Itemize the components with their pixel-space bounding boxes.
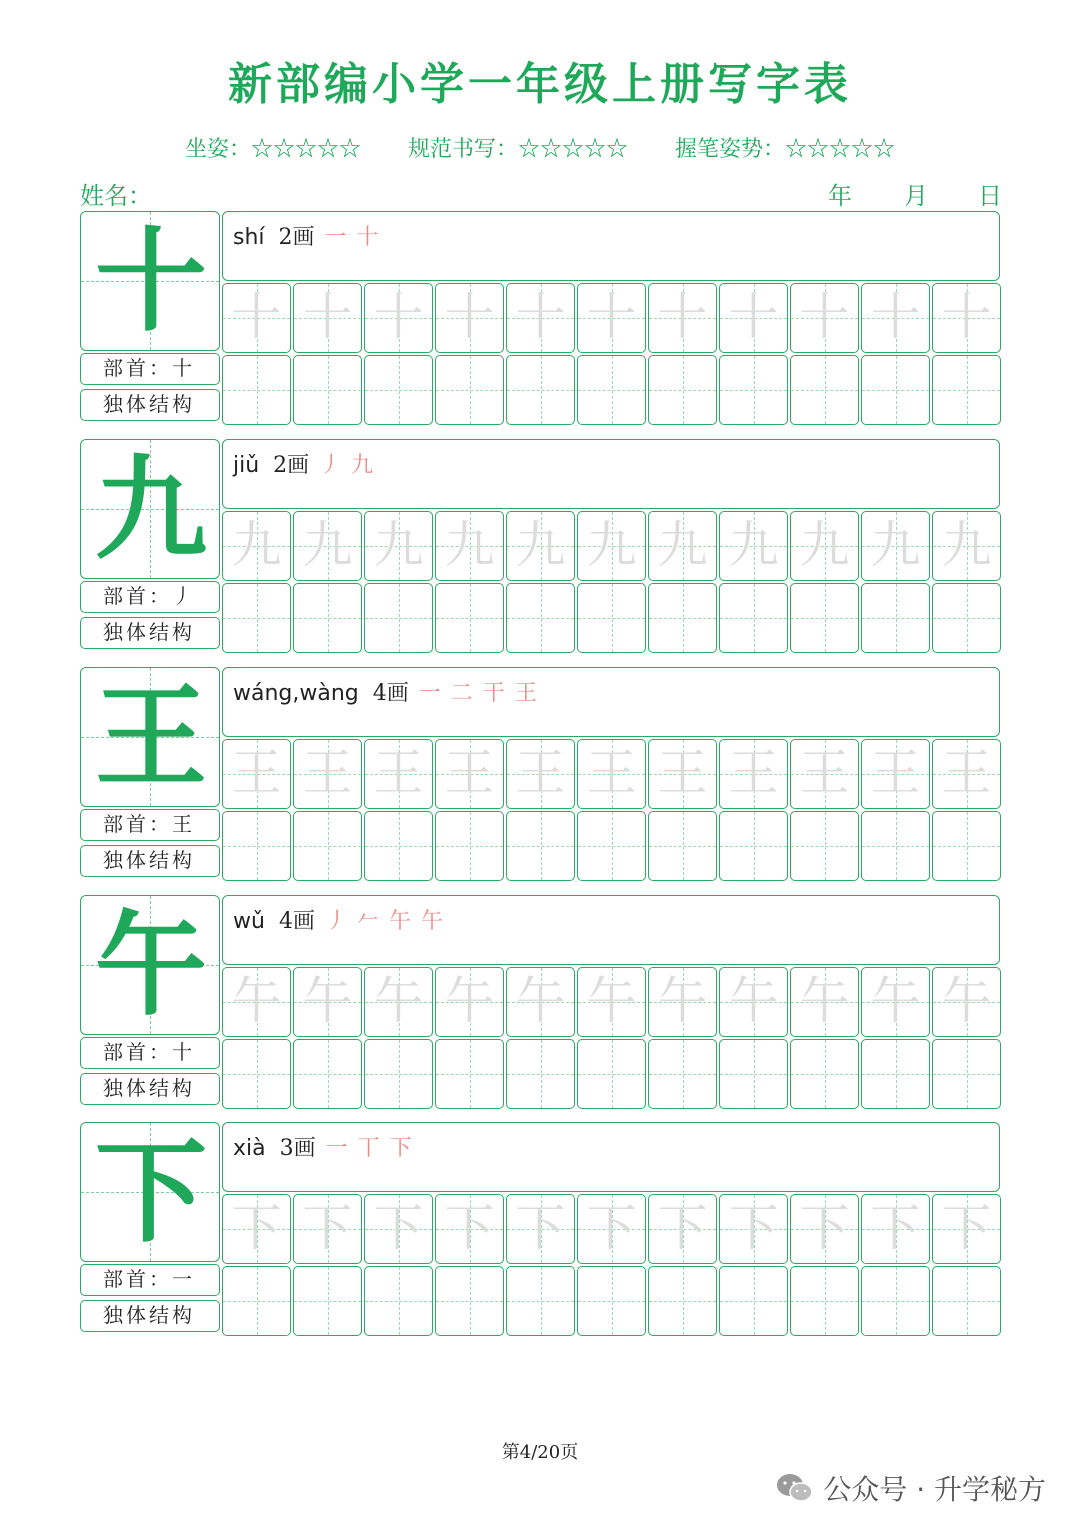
practice-cell[interactable]	[719, 1266, 788, 1336]
stroke-count: 2画	[273, 453, 310, 478]
rating-label: 坐姿：	[184, 137, 251, 162]
rating-posture	[185, 137, 361, 162]
practice-cell[interactable]	[719, 355, 788, 425]
year-label: 年	[828, 182, 852, 210]
practice-cell[interactable]	[932, 355, 1001, 425]
structure-label: 独体结构	[80, 1300, 220, 1332]
trace-cell[interactable]	[435, 739, 504, 809]
structure-label: 独体结构	[80, 1073, 220, 1105]
trace-char: 王	[302, 744, 353, 802]
trace-char: 下	[444, 1199, 495, 1257]
model-char-cell	[80, 895, 220, 1035]
stroke-count: 2画	[278, 225, 315, 250]
wechat-icon	[775, 1472, 815, 1504]
practice-cell[interactable]	[790, 1039, 859, 1109]
char-block	[80, 211, 1000, 425]
name-label: 姓名：	[80, 182, 152, 210]
model-char-cell	[80, 439, 220, 579]
trace-cell[interactable]	[222, 283, 291, 353]
month-label: 月	[904, 182, 928, 210]
char-info-box	[222, 667, 1000, 737]
trace-cell[interactable]	[293, 739, 362, 809]
trace-char: 九	[941, 516, 992, 574]
practice-cell[interactable]	[435, 355, 504, 425]
trace-cell[interactable]	[293, 283, 362, 353]
practice-cell[interactable]	[719, 1039, 788, 1109]
trace-cell[interactable]	[577, 511, 646, 581]
trace-cell[interactable]	[861, 1194, 930, 1264]
practice-cell[interactable]	[790, 1266, 859, 1336]
trace-cell[interactable]	[506, 967, 575, 1037]
practice-cell[interactable]	[435, 811, 504, 881]
trace-cell[interactable]	[932, 511, 1001, 581]
practice-cell[interactable]	[790, 811, 859, 881]
practice-cell[interactable]	[577, 811, 646, 881]
structure-label: 独体结构	[80, 845, 220, 877]
practice-cell[interactable]	[222, 583, 291, 653]
practice-cell[interactable]	[293, 583, 362, 653]
stroke-step: 丿	[324, 909, 347, 934]
stroke-step: 午	[388, 909, 411, 934]
trace-cell[interactable]	[932, 283, 1001, 353]
trace-char: 午	[728, 972, 779, 1030]
practice-cell[interactable]	[364, 1039, 433, 1109]
practice-cell[interactable]	[577, 583, 646, 653]
trace-cell[interactable]	[577, 283, 646, 353]
trace-char: 九	[373, 516, 424, 574]
trace-char: 下	[515, 1199, 566, 1257]
trace-cell[interactable]	[932, 739, 1001, 809]
practice-cell[interactable]	[861, 583, 930, 653]
radical-label: 部首：十	[80, 353, 220, 385]
practice-cell[interactable]	[648, 811, 717, 881]
trace-char: 十	[799, 288, 850, 346]
trace-char: 午	[799, 972, 850, 1030]
trace-char: 王	[586, 744, 637, 802]
trace-cell[interactable]	[222, 967, 291, 1037]
practice-cell[interactable]	[861, 355, 930, 425]
trace-char: 十	[302, 288, 353, 346]
stroke-step: 王	[514, 681, 537, 706]
practice-cell[interactable]	[293, 811, 362, 881]
trace-char: 王	[941, 744, 992, 802]
trace-char: 九	[728, 516, 779, 574]
trace-cell[interactable]	[577, 967, 646, 1037]
model-char: 午	[95, 901, 207, 1031]
pinyin: wáng,wàng	[233, 681, 359, 706]
trace-char: 王	[870, 744, 921, 802]
day-label: 日	[978, 182, 1002, 210]
trace-char: 九	[302, 516, 353, 574]
watermark	[775, 1468, 1046, 1508]
trace-cell[interactable]	[293, 1194, 362, 1264]
trace-char: 下	[799, 1199, 850, 1257]
trace-char: 王	[799, 744, 850, 802]
stroke-step: 𠂉	[356, 909, 379, 934]
trace-char: 午	[657, 972, 708, 1030]
trace-cell[interactable]	[506, 739, 575, 809]
practice-cell[interactable]	[577, 1039, 646, 1109]
trace-char: 九	[515, 516, 566, 574]
trace-cell[interactable]	[364, 967, 433, 1037]
trace-cell[interactable]	[577, 1194, 646, 1264]
trace-char: 下	[870, 1199, 921, 1257]
radical-label: 部首：一	[80, 1264, 220, 1296]
trace-char: 下	[373, 1199, 424, 1257]
practice-cell[interactable]	[790, 583, 859, 653]
pinyin: wǔ	[233, 909, 265, 934]
char-info-box	[222, 1122, 1000, 1192]
stroke-count: 3画	[279, 1136, 316, 1161]
char-info-box	[222, 895, 1000, 965]
trace-char: 王	[657, 744, 708, 802]
trace-char: 九	[870, 516, 921, 574]
trace-cell[interactable]	[648, 511, 717, 581]
practice-cell[interactable]	[932, 1039, 1001, 1109]
trace-cell[interactable]	[648, 1194, 717, 1264]
trace-char: 十	[231, 288, 282, 346]
rating-label: 握笔姿势：	[675, 137, 786, 162]
trace-cell[interactable]	[861, 739, 930, 809]
page-title: 新部编小学一年级上册写字表	[228, 59, 852, 110]
practice-cell[interactable]	[506, 811, 575, 881]
stroke-count: 4画	[372, 681, 409, 706]
trace-cell[interactable]	[222, 739, 291, 809]
trace-cell[interactable]	[435, 283, 504, 353]
stroke-step: 一	[418, 681, 441, 706]
trace-cell[interactable]	[861, 511, 930, 581]
trace-cell[interactable]	[435, 967, 504, 1037]
trace-char: 九	[444, 516, 495, 574]
trace-cell[interactable]	[364, 1194, 433, 1264]
rating-label: 规范书写：	[407, 137, 518, 162]
pinyin: xià	[233, 1136, 266, 1161]
trace-cell[interactable]	[506, 511, 575, 581]
trace-char: 十	[657, 288, 708, 346]
rating-writing	[408, 137, 628, 162]
stroke-step: 干	[482, 681, 505, 706]
practice-cell[interactable]	[222, 1266, 291, 1336]
practice-cell[interactable]	[932, 1266, 1001, 1336]
model-char-cell	[80, 667, 220, 807]
trace-char: 下	[941, 1199, 992, 1257]
practice-cell[interactable]	[506, 1039, 575, 1109]
stroke-step: 下	[389, 1136, 412, 1161]
model-char-cell	[80, 211, 220, 351]
radical-label: 部首：丿	[80, 581, 220, 613]
trace-cell[interactable]	[719, 967, 788, 1037]
trace-cell[interactable]	[364, 739, 433, 809]
trace-char: 王	[373, 744, 424, 802]
practice-cell[interactable]	[222, 811, 291, 881]
practice-cell[interactable]	[506, 355, 575, 425]
char-info-box	[222, 211, 1000, 281]
trace-char: 九	[586, 516, 637, 574]
practice-cell[interactable]	[293, 355, 362, 425]
stroke-step: 丅	[357, 1136, 380, 1161]
trace-cell[interactable]	[932, 967, 1001, 1037]
practice-cell[interactable]	[506, 1266, 575, 1336]
stroke-count: 4画	[278, 909, 315, 934]
pinyin: shí	[233, 225, 265, 250]
practice-cell[interactable]	[435, 1039, 504, 1109]
trace-cell[interactable]	[364, 283, 433, 353]
practice-cell[interactable]	[932, 811, 1001, 881]
trace-cell[interactable]	[506, 283, 575, 353]
trace-cell[interactable]	[790, 283, 859, 353]
trace-cell[interactable]	[222, 1194, 291, 1264]
rating-grip	[675, 137, 895, 162]
rating-row	[0, 132, 1080, 163]
trace-char: 十	[728, 288, 779, 346]
trace-char: 下	[586, 1199, 637, 1257]
practice-cell[interactable]	[648, 1039, 717, 1109]
trace-cell[interactable]	[932, 1194, 1001, 1264]
practice-cell[interactable]	[293, 1039, 362, 1109]
practice-cell[interactable]	[719, 583, 788, 653]
radical-label: 部首：十	[80, 1037, 220, 1069]
trace-char: 十	[515, 288, 566, 346]
trace-char: 十	[586, 288, 637, 346]
radical-label: 部首：王	[80, 809, 220, 841]
model-char-cell	[80, 1122, 220, 1262]
trace-cell[interactable]	[648, 967, 717, 1037]
practice-cell[interactable]	[435, 583, 504, 653]
model-char: 十	[95, 217, 207, 347]
model-char: 九	[95, 445, 207, 575]
practice-cell[interactable]	[364, 355, 433, 425]
practice-cell[interactable]	[932, 583, 1001, 653]
trace-char: 王	[515, 744, 566, 802]
trace-cell[interactable]	[719, 511, 788, 581]
trace-char: 九	[657, 516, 708, 574]
practice-cell[interactable]	[577, 355, 646, 425]
star-icons: ☆☆☆☆☆	[785, 137, 896, 162]
trace-char: 下	[302, 1199, 353, 1257]
char-block	[80, 667, 1000, 881]
practice-cell[interactable]	[222, 1039, 291, 1109]
stroke-step: 十	[356, 225, 379, 250]
practice-cell[interactable]	[861, 811, 930, 881]
trace-cell[interactable]	[719, 1194, 788, 1264]
stroke-step: 一	[324, 225, 347, 250]
trace-char: 王	[728, 744, 779, 802]
stroke-step: 二	[450, 681, 473, 706]
practice-cell[interactable]	[435, 1266, 504, 1336]
practice-cell[interactable]	[293, 1266, 362, 1336]
practice-cell[interactable]	[577, 1266, 646, 1336]
trace-char: 午	[302, 972, 353, 1030]
char-block	[80, 895, 1000, 1109]
practice-cell[interactable]	[790, 355, 859, 425]
trace-cell[interactable]	[648, 739, 717, 809]
trace-cell[interactable]	[364, 511, 433, 581]
watermark-text: 公众号 · 升学秘方	[823, 1473, 1046, 1506]
trace-cell[interactable]	[861, 283, 930, 353]
trace-char: 九	[231, 516, 282, 574]
stroke-step: 丿	[319, 453, 342, 478]
practice-cell[interactable]	[861, 1266, 930, 1336]
stroke-step: 九	[351, 453, 374, 478]
trace-char: 十	[870, 288, 921, 346]
trace-char: 十	[444, 288, 495, 346]
practice-cell[interactable]	[364, 811, 433, 881]
model-char: 王	[95, 673, 207, 803]
trace-char: 午	[373, 972, 424, 1030]
trace-cell[interactable]	[790, 967, 859, 1037]
practice-cell[interactable]	[222, 355, 291, 425]
stroke-step: 一	[325, 1136, 348, 1161]
practice-cell[interactable]	[861, 1039, 930, 1109]
practice-cell[interactable]	[648, 355, 717, 425]
trace-cell[interactable]	[719, 283, 788, 353]
trace-cell[interactable]	[790, 739, 859, 809]
trace-cell[interactable]	[435, 1194, 504, 1264]
trace-char: 十	[373, 288, 424, 346]
trace-char: 下	[657, 1199, 708, 1257]
stroke-step: 午	[420, 909, 443, 934]
model-char: 下	[95, 1128, 207, 1258]
trace-cell[interactable]	[577, 739, 646, 809]
trace-cell[interactable]	[861, 967, 930, 1037]
trace-char: 下	[728, 1199, 779, 1257]
trace-char: 王	[231, 744, 282, 802]
trace-char: 午	[231, 972, 282, 1030]
practice-cell[interactable]	[648, 583, 717, 653]
trace-char: 午	[444, 972, 495, 1030]
trace-char: 九	[799, 516, 850, 574]
trace-cell[interactable]	[790, 1194, 859, 1264]
trace-char: 午	[870, 972, 921, 1030]
page-number: 第4/20页	[501, 1442, 579, 1463]
trace-cell[interactable]	[293, 511, 362, 581]
trace-char: 午	[941, 972, 992, 1030]
practice-cell[interactable]	[648, 1266, 717, 1336]
practice-cell[interactable]	[506, 583, 575, 653]
trace-char: 王	[444, 744, 495, 802]
trace-char: 午	[586, 972, 637, 1030]
char-block	[80, 1122, 1000, 1336]
trace-cell[interactable]	[506, 1194, 575, 1264]
trace-cell[interactable]	[648, 283, 717, 353]
star-icons: ☆☆☆☆☆	[518, 137, 629, 162]
trace-char: 午	[515, 972, 566, 1030]
trace-cell[interactable]	[790, 511, 859, 581]
trace-cell[interactable]	[222, 511, 291, 581]
structure-label: 独体结构	[80, 389, 220, 421]
star-icons: ☆☆☆☆☆	[250, 137, 361, 162]
name-date-line	[80, 176, 1000, 211]
structure-label: 独体结构	[80, 617, 220, 649]
trace-char: 下	[231, 1199, 282, 1257]
trace-char: 十	[941, 288, 992, 346]
practice-cell[interactable]	[364, 1266, 433, 1336]
char-block	[80, 439, 1000, 653]
char-info-box	[222, 439, 1000, 509]
practice-cell[interactable]	[719, 811, 788, 881]
trace-cell[interactable]	[719, 739, 788, 809]
pinyin: jiǔ	[233, 453, 260, 478]
trace-cell[interactable]	[435, 511, 504, 581]
practice-cell[interactable]	[364, 583, 433, 653]
trace-cell[interactable]	[293, 967, 362, 1037]
